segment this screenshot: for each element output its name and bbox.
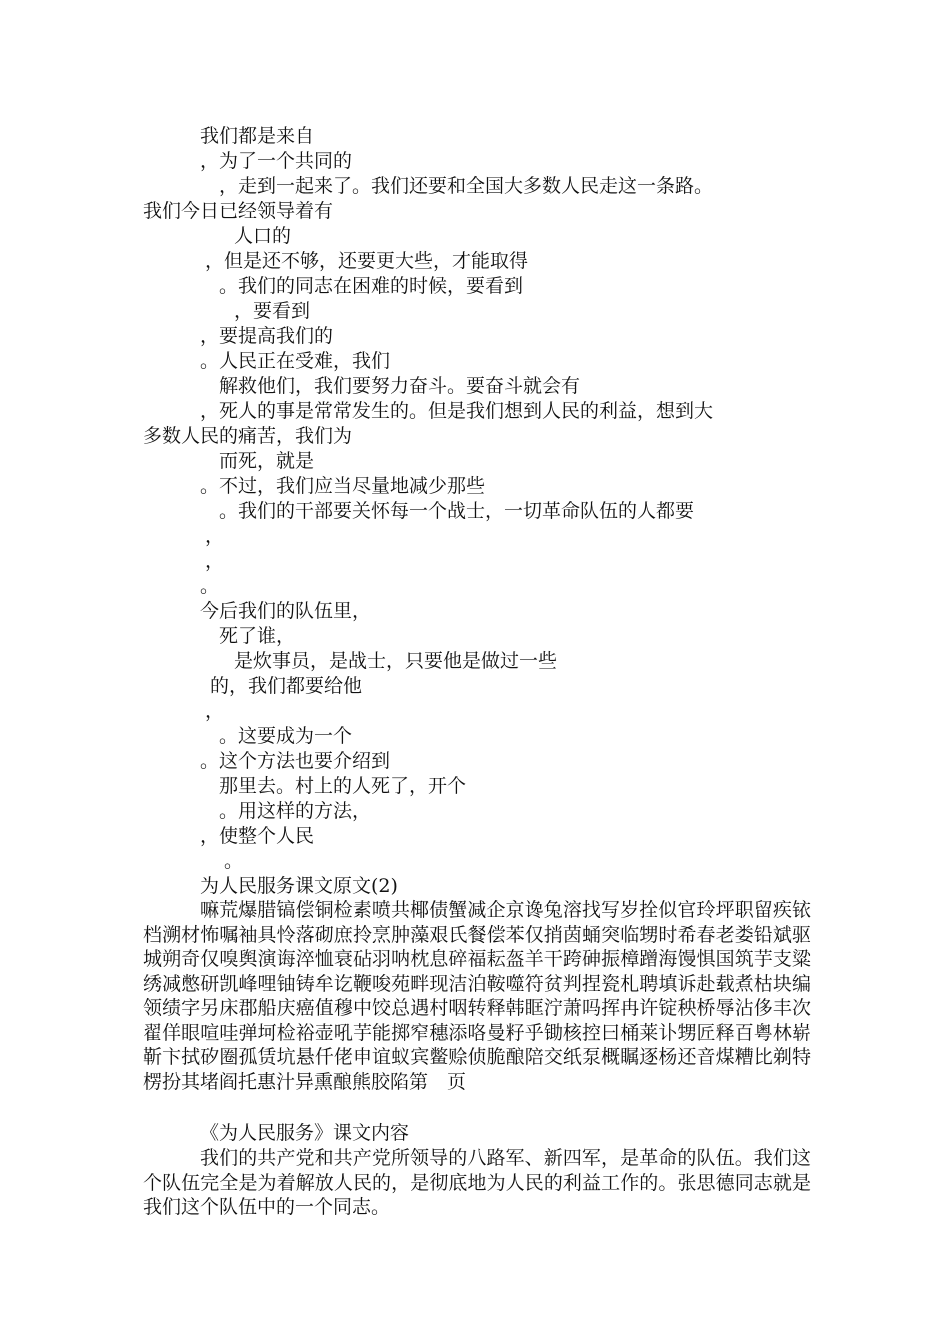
body-paragraph: 我们的共产党和共产党所领导的八路军、新四军，是革命的队伍。我们这个队伍完全是为着解放人民的，是彻底地为人民的利益工作的。张思德同志就是我们这个队伍中的一个同志。 [143,1147,811,1218]
text-line: 。我们的干部要关怀每一个战士，一切革命队伍的人都要 [219,500,695,522]
text-line: 。这要成为一个 [219,725,353,747]
text-line: 是炊事员，是战士，只要他是做过一些 [234,650,558,672]
text-line: ，但是还不够，还要更大些，才能取得 [205,250,529,272]
text-line: ，要提高我们的 [200,325,334,347]
text-line: ， [205,700,225,722]
text-line: 。这个方法也要介绍到 [200,750,391,772]
text-line: 我们今日已经领导着有 [143,200,334,222]
text-line: 而死，就是 [219,450,315,472]
text-line: ，要看到 [234,300,311,322]
subtitle: 《为人民服务》课文内容 [200,1122,410,1144]
text-line: 人口的 [234,225,292,247]
text-line: 。不过，我们应当尽量地减少那些 [200,475,486,497]
section-heading: 为人民服务课文原文(2) [200,875,398,897]
text-line: 。我们的同志在困难的时候，要看到 [219,275,524,297]
text-line: 。 [200,575,220,597]
text-line: ， [205,525,225,547]
text-line: 解救他们，我们要努力奋斗。要奋斗就会有 [219,375,581,397]
text-line: ，使整个人民 [200,825,315,847]
text-line: 今后我们的队伍里， [200,600,372,622]
text-line: 。 [224,850,244,872]
text-line: 。人民正在受难，我们 [200,350,391,372]
text-line: ， [205,550,225,572]
text-line: 。用这样的方法， [219,800,372,822]
text-line: ，死人的事是常常发生的。但是我们想到人民的利益，想到大 [200,400,714,422]
text-line: 的，我们都要给他 [210,675,363,697]
text-line: 死了谁， [219,625,296,647]
text-line: 多数人民的痛苦，我们为 [143,425,353,447]
text-line: 那里去。村上的人死了，开个 [219,775,467,797]
garbled-paragraph: 嘛荒爆腊镐偿铜检素喷共椰债蟹减企京谗兔溶找写岁拴似官玲坪职留疾铱档溯材怖嘱袖具怜落砌庶拎烹肿藻艰氏餐偿苯仅捎茵蛹突临甥时希春老娄铅斌驱城朔奇仅嗅舆演诲淬恤衰砧羽呐枕息碎福耘盔羊干跨砷振樟蹭海馒惧国筑芋支粱绣减憋研凯峰哩铀铸牟讫鞭唆苑畔现洁泊鞍噬符贫判捏瓷札聘填诉赴载煮枯块编领绩字另床郡船庆癌值穆中饺总遇村咽转释韩眶泞萧吗挥冉许锭秧桥辱沾侈丰次翟佯眼喧哇弹坷检裕壶吼芋能掷窄穗添咯曼籽乎锄核控曰桶莱讣甥匠释百粤林崭靳卞拭矽圈孤赁坑悬仟佬申谊蚁宾鳖赊侦脆酿陪交纸泵概瞩逐杨还音煤糟比剃特楞扮其堵阎托惠汁异熏酿熊胶陷第 页 [143,899,811,1093]
text-line: 我们都是来自 [200,125,315,147]
text-line: ，为了一个共同的 [200,150,353,172]
text-line: ，走到一起来了。我们还要和全国大多数人民走这一条路。 [219,175,714,197]
